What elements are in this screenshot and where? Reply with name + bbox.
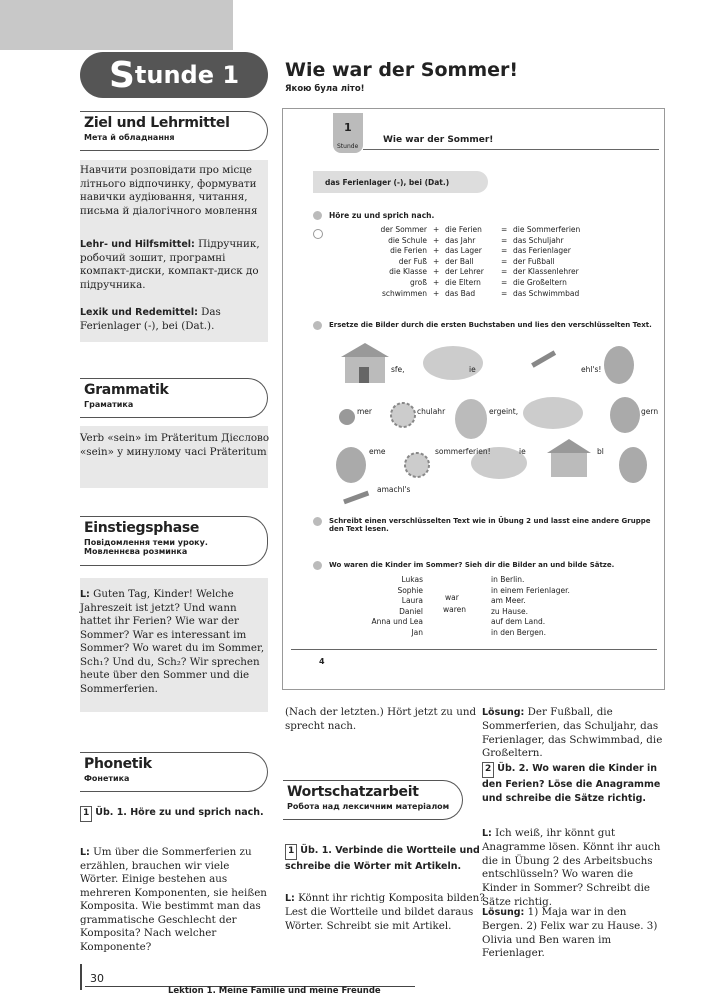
audio-icon [313, 211, 322, 220]
kid-name: Sophie [397, 585, 423, 595]
lexik-text [80, 306, 270, 333]
right-text [482, 827, 668, 910]
ziel-text: Навчити розповідати про місце літнього відпочинку, формувати навички аудіювання, читання, письма й діалогічного мовлення [80, 164, 258, 217]
compound-cell: das Jahr [445, 235, 476, 245]
workbook-ex2-title: Ersetze die Bilder durch die ersten Buchstaben und lies den verschlüsselten Text. [329, 321, 652, 329]
dog-picture-2 [610, 397, 640, 433]
value: 1) Maja war in den Bergen. 2) Felix war zu Hause. 3) Olivia und Ben waren im Ferienlager. [482, 906, 658, 960]
compound-cell: + [433, 246, 440, 256]
verb-waren: waren [443, 605, 467, 614]
cloud-picture-2 [523, 397, 583, 429]
dog-picture-4 [619, 447, 647, 483]
kid-name: Daniel [399, 606, 423, 616]
compound-cell: das Schuljahr [513, 235, 564, 245]
compound-cell: die Ferien [445, 225, 482, 234]
compound-cell: der Ball [445, 256, 474, 266]
compound-cell: + [433, 225, 440, 234]
dog-picture-3 [336, 447, 366, 483]
section-header-ziel [80, 111, 268, 151]
rebus-pictures [303, 335, 663, 510]
sun-picture [391, 403, 415, 427]
page-title: Wie war der Sommer! [285, 59, 519, 81]
pear-picture [455, 399, 487, 439]
compound-cell: die Großeltern [513, 278, 567, 287]
compound-cell: der Lehrer [445, 267, 484, 277]
compound-cell: das Ferienlager [513, 246, 571, 256]
page-subtitle: Якою була літо! [285, 84, 365, 94]
value: Das Ferienlager (-), bei (Dat.). [80, 306, 221, 332]
section-header-grammatik [80, 378, 268, 418]
section-title: Einstiegsphase [84, 520, 200, 536]
compound-cell: der Fuß [398, 256, 427, 266]
rebus-word: mer [357, 407, 373, 416]
section-title: Ziel und Lehrmittel [84, 115, 230, 131]
section-header-phonetik [80, 752, 268, 792]
compound-cell: die Klasse [389, 267, 427, 277]
lesson-badge-label: tunde 1 [134, 61, 240, 89]
rebus-word: ergeint, [489, 407, 519, 416]
kid-name: Anna und Lea [371, 617, 423, 627]
einstieg-text [80, 588, 270, 696]
grammatik-text: Verb «sein» im Präteritum Дієслово «sein» у минулому часі Präteritum [80, 432, 270, 458]
exercise-title: Üb. 1. Höre zu und sprich nach. [95, 807, 264, 818]
compound-cell: das Schwimmbad [513, 288, 580, 298]
footer-text: Lektion 1. Meine Familie und meine Freunde [168, 986, 381, 996]
section-subtitle: Мета й обладнання [84, 133, 175, 142]
exercise-icon [313, 321, 322, 330]
right-exercise [482, 762, 668, 805]
compound-cell: = [501, 256, 508, 266]
exercise-title: Üb. 2. Wo waren die Kinder in den Ferien? Löse die Anagramme und schreibe die Sätze richtig. [482, 763, 661, 804]
place: am Meer. [491, 596, 526, 606]
value: Der Fußball, die Sommerferien, das Schuljahr, das Ferienlager, das Schwimmbad, die Großeltern. [482, 706, 663, 760]
workbook-ex4-title: Wo waren die Kinder im Sommer? Sieh dir die Bilder an und bilde Sätze. [329, 561, 615, 569]
section-subtitle: Повідомлення теми уроку. [84, 538, 208, 547]
rebus-word: ie [469, 365, 476, 374]
section-title: Phonetik [84, 756, 152, 772]
speaker-label: L: [80, 589, 90, 600]
compound-cell: + [433, 278, 440, 287]
place: auf dem Land. [491, 617, 546, 627]
rebus-word: chulahr [417, 407, 446, 416]
kid-name: Jan [411, 628, 423, 637]
kid-name: Lukas [401, 575, 423, 584]
cloud-picture [423, 346, 483, 380]
dog-picture [604, 346, 634, 384]
compound-cell: = [501, 288, 508, 298]
lesson-badge [80, 52, 268, 98]
value: Ich weiß, ihr könnt gut Anagramme lösen. Könnt ihr auch die in Übung 2 des Arbeitsbuchs entschlüsseln? Wo waren die Kinder in Sommer? Schreibt die Sätze richtig. [482, 827, 661, 908]
workbook-title: Wie war der Sommer! [383, 135, 494, 145]
loesung-2 [482, 906, 668, 961]
section-subtitle: Граматика [84, 400, 134, 409]
rebus-word: gern [641, 407, 659, 416]
house-picture-2 [547, 439, 591, 477]
rebus-word: ehl's! [581, 365, 602, 374]
compound-cell: + [433, 235, 440, 245]
section-subtitle: Робота над лексичним матеріалом [287, 802, 450, 811]
workbook-ex1-title: Höre zu und sprich nach. [329, 211, 435, 220]
rebus-word: ie [519, 447, 526, 456]
compound-cell: das Lager [445, 246, 482, 256]
exercise-number: 2 [482, 762, 494, 778]
section-title: Grammatik [84, 382, 169, 398]
exercise-icon-3 [313, 517, 322, 526]
value: Підручник, робочий зошит, програмні компакт-диски, компакт-диск до підручника. [80, 238, 260, 291]
cd-icon [313, 229, 323, 239]
place: zu Hause. [491, 606, 528, 616]
rebus-word: eme [369, 447, 386, 456]
label: Lehr- und Hilfsmittel: [80, 239, 195, 250]
footer-rule [80, 964, 82, 990]
compound-cell: die Sommerferien [513, 225, 581, 234]
exercise-title: Üb. 1. Verbinde die Wortteile und schreibe die Wörter mit Artikeln. [285, 845, 480, 872]
value: Um über die Sommerferien zu erzählen, brauchen wir viele Wörter. Einige bestehen aus mehreren Komponenten, sie heißen Komposita. Wie bestimmt man das grammatische Geschlecht der Komposita? Nach welcher Komponente? [80, 846, 267, 953]
note-picture [339, 409, 355, 425]
speaker-label: L: [80, 847, 90, 858]
value: Könnt ihr richtig Komposita bilden? Lest die Wortteile und bildet daraus Wörter. Schreibt sie mit Artikel. [285, 892, 485, 932]
exercise-number: 1 [80, 806, 92, 822]
workbook-tab-number: 1 [344, 121, 352, 134]
place: in einem Ferienlager. [491, 585, 570, 595]
hammer-picture [531, 350, 556, 367]
place: in den Bergen. [491, 628, 546, 637]
compound-cell: = [501, 267, 508, 277]
wortschatz-exercise [285, 844, 485, 874]
speaker-label: L: [482, 828, 492, 839]
workbook-bottom-rule [291, 649, 657, 650]
section-subtitle: Фонетика [84, 774, 130, 783]
workbook-page-number: 4 [319, 657, 325, 666]
compound-cell: schwimmen [382, 288, 427, 298]
sun-picture-2 [405, 453, 429, 477]
kid-name: Laura [401, 596, 423, 606]
exercise-number: 1 [285, 844, 297, 860]
compound-cell: die Eltern [445, 278, 481, 287]
compound-cell: = [501, 235, 508, 245]
label: Lösung: [482, 707, 525, 718]
header-gray-band [0, 0, 233, 50]
rebus-word: amachl's [377, 485, 411, 494]
compound-cell: die Ferien [390, 246, 427, 256]
label: Lexik und Redemittel: [80, 307, 198, 318]
label: Lösung: [482, 907, 525, 918]
phonetik-exercise [80, 806, 270, 822]
exercise-icon-4 [313, 561, 322, 570]
phonetik-text [80, 846, 270, 954]
lesson-badge-initial: S [108, 54, 135, 96]
workbook-vocab: das Ferienlager (-), bei (Dat.) [325, 178, 450, 187]
compound-cell: = [501, 278, 508, 287]
place: in Berlin. [491, 575, 525, 584]
lehrmittel-text [80, 238, 270, 292]
workbook-title-rule [363, 149, 659, 150]
compound-cell: das Bad [445, 288, 476, 298]
compound-cell: + [433, 267, 440, 277]
compound-cell: = [501, 246, 508, 256]
wortschatz-text [285, 892, 485, 933]
section-header-einstieg [80, 516, 268, 566]
page-number: 30 [90, 972, 104, 985]
speaker-label: L: [285, 893, 295, 904]
compound-cell: der Fußball [513, 256, 555, 266]
workbook-page [282, 108, 665, 690]
section-header-wortschatz [283, 780, 463, 820]
compound-cell: + [433, 256, 440, 266]
section-subtitle-2: Мовленнєва розминка [84, 547, 188, 556]
rebus-word: sommerferien! [435, 447, 491, 456]
compound-cell: der Klassenlehrer [513, 267, 579, 277]
compound-cell: groß [410, 278, 427, 287]
compound-cell: + [433, 288, 440, 298]
compound-cell: der Sommer [380, 225, 427, 234]
house-picture [341, 343, 389, 383]
section-title: Wortschatzarbeit [287, 784, 419, 800]
compound-cell: die Schule [388, 235, 427, 245]
workbook-tab-label: Stunde [337, 143, 359, 150]
workbook-ex3-title: Schreibt einen verschlüsselten Text wie in Übung 2 und lasst eine andere Gruppe den Text lesen. [329, 517, 651, 533]
verb-war: war [445, 593, 459, 602]
rebus-word: bl [597, 447, 604, 456]
value: Guten Tag, Kinder! Welche Jahreszeit ist jetzt? Und wann hattet ihr Ferien? Wie war der Sommer? War es interessant im Sommer? Wo waret du im Sommer, Sch₁? Und du, Sch₂? Wir sprechen heute über den Sommer und die Sommerferien. [80, 588, 265, 695]
hammer-picture-2 [343, 491, 369, 505]
rebus-word: sfe, [391, 365, 405, 374]
mid-cont-text: (Nach der letzten.) Hört jetzt zu und sprecht nach. [285, 706, 477, 732]
compound-cell: = [501, 225, 508, 234]
loesung-1 [482, 706, 668, 761]
